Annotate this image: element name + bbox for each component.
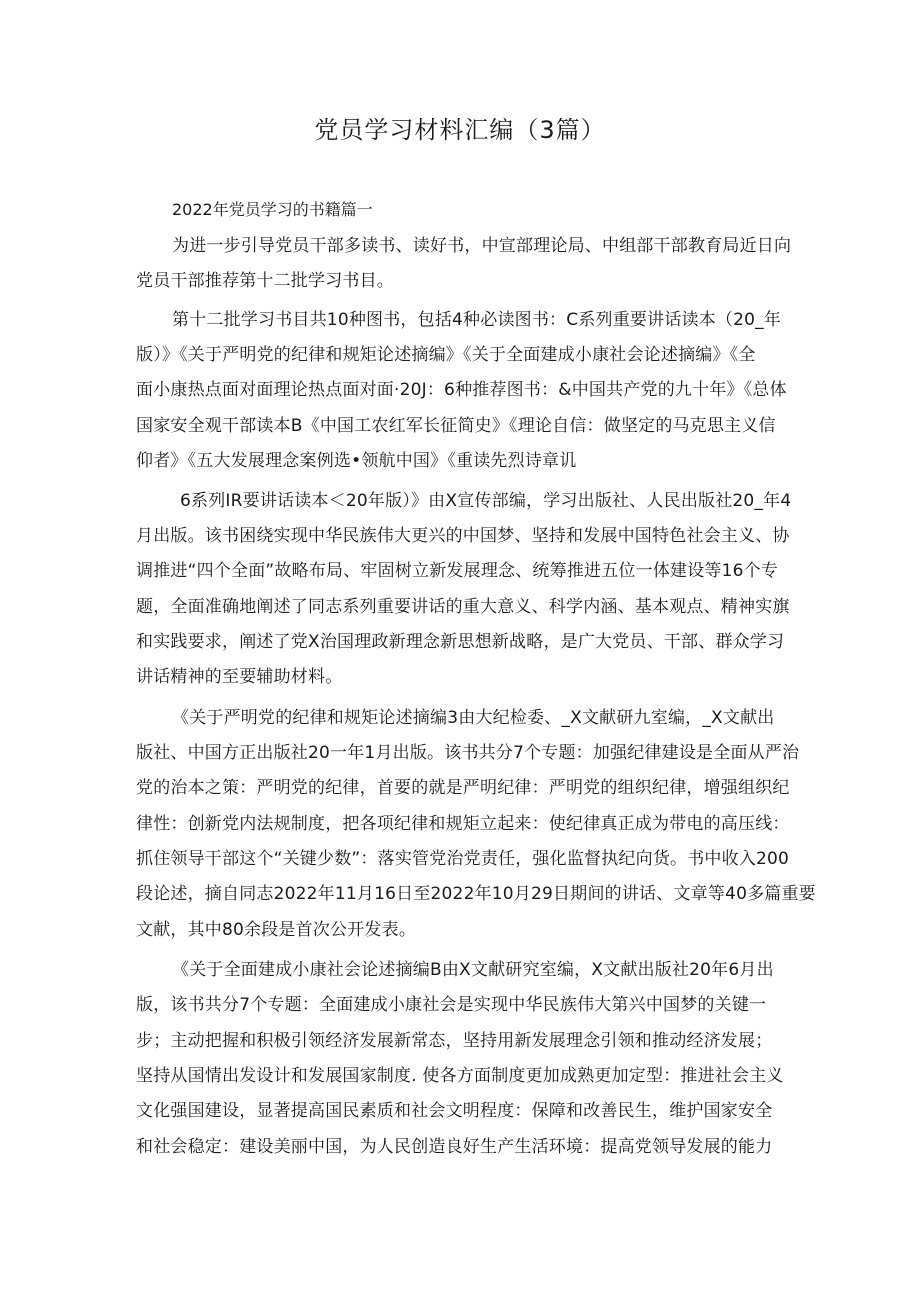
text-line: 律性：创新党内法规制度，把各项纪律和规矩立起来：使纪律真正成为带电的高压线： [136, 814, 790, 834]
text-line: 版，该书共分7个专题：全面建成小康社会是实现中华民族伟大第兴中国梦的关键一 [136, 995, 767, 1015]
text-line: 抓住领导干部这个“关键少数”：落实管党治党责任，强化监督执纪向货。书中收入200 [136, 849, 790, 869]
text-line: 党员干部推荐第十二批学习书目。 [136, 271, 394, 291]
text-line: 《关于严明党的纪律和规矩论述摘编3由大纪检委、_X文献研九室编，_X文献出 [172, 708, 775, 728]
text-line: 坚持从国情出发设计和发展国家制度. 使各方面制度更加成熟更加定型：推进社会主义 [136, 1066, 784, 1086]
text-line: 为进一步引导党员干部多读书、读好书，中宣部理论局、中组部干部教育局近日向 [172, 236, 792, 256]
text-line: 版社、中国方正出版社20一年1月出版。该书共分7个专题：加强纪律建设是全面从严治 [136, 743, 800, 763]
text-line: 第十二批学习书目共10种图书，包括4种必读图书：C系列重要讲话读本（20_年 [172, 310, 782, 330]
text-line: 月出版。该书困绕实现中华民族伟大更兴的中国梦、坚持和发展中国特色社会主义、协 [136, 526, 790, 546]
page-title: 党员学习材料汇编（3篇） [314, 116, 606, 144]
text-line: 调推进“四个全面”故略布局、牢固树立新发展理念、统筹推进五位一体建设等16个专 [136, 561, 779, 581]
text-line: 讲话精神的至要辅助材料。 [136, 667, 343, 687]
text-line: 题，全面准确地阐述了同志系列重要讲话的重大意义、科学内涵、基本观点、精神实旗 [136, 597, 790, 617]
text-line: 和实践要求，阐述了党X治国理政新理念新思想新战略，是广大党员、干部、群众学习 [136, 632, 785, 652]
text-line: 国家安全观干部读本B《中国工农红军长征简史》《理论自信：做坚定的马克思主义信 [136, 416, 776, 436]
text-line: 段论述，摘自同志2022年11月16日至2022年10月29日期间的讲话、文章等40多篇重要 [136, 884, 816, 904]
text-line: 版）》《关于严明党的纪律和规矩论述摘编》《关于全面建成小康社会论述摘编》《全 [136, 345, 756, 365]
text-line: 文化强国建设，显著提高国民素质和社会文明程度：保障和改善民生，维护国家安全 [136, 1101, 773, 1121]
text-line: 6系列IR要讲话读本＜20年版）》由X宣传部编，学习出版社、人民出版社20_年4 [180, 491, 792, 511]
section-heading: 2022年党员学习的书籍篇一 [172, 200, 373, 219]
text-line: 面小康热点面对面理论热点面对面·20J：6种推荐图书：&中国共产党的九十年》《总体 [136, 380, 787, 400]
text-line: 步；主动把握和积极引领经济发展新常态，坚持用新发展理念引领和推动经济发展； [136, 1031, 773, 1051]
text-line: 和社会稳定：建设美丽中国，为人民创造良好生产生活环境：提高党领导发展的能力 [136, 1137, 773, 1157]
text-line: 《关于全面建成小康社会论述摘编B由X文献研究室编，X文献出版社20年6月出 [172, 960, 774, 980]
text-line: 文献，其中80余段是首次公开发表。 [136, 920, 417, 940]
text-line: 党的治本之策：严明党的纪律，首要的就是严明纪律：严明党的组织纪律，增强组织纪 [136, 778, 790, 798]
text-line: 仰者》《五大发展理念案例选•领航中国》《重读先烈诗章讥 [136, 451, 577, 471]
